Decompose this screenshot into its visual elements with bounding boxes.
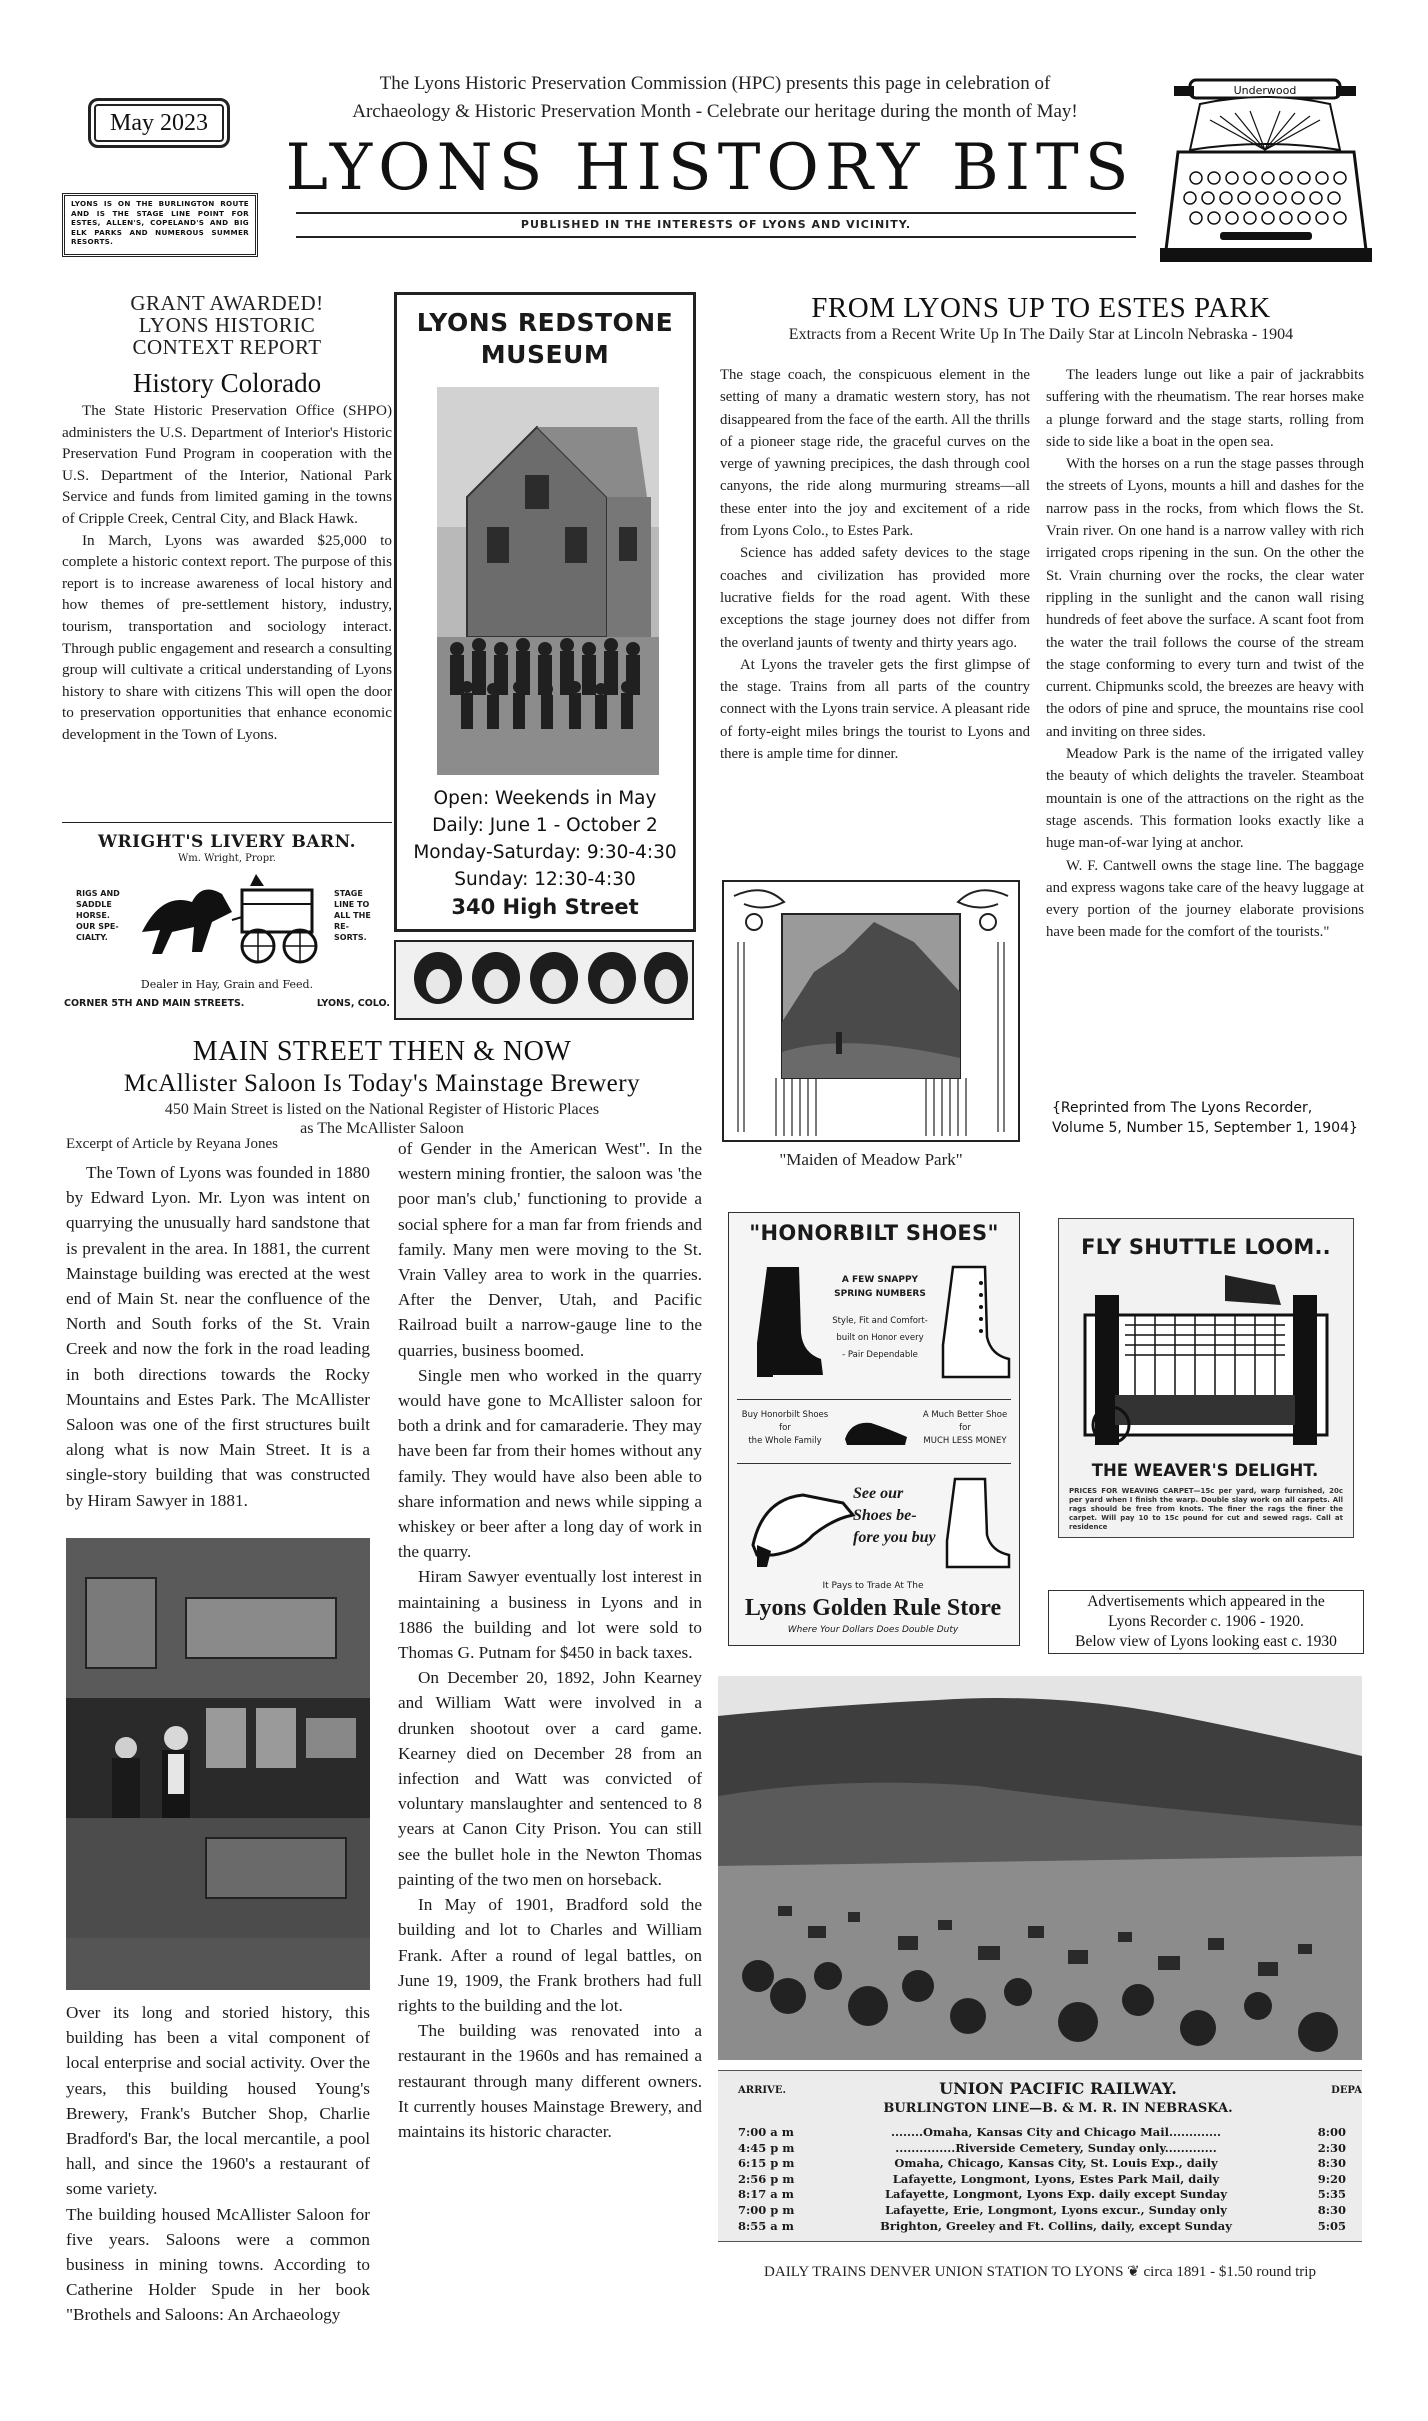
main-street-paragraph: In May of 1901, Bradford sold the building and lot to Charles and William Frank. After a round of legal battles, on June 19, 1909, the Frank brothers had full rights to the building and the lot.	[398, 1895, 702, 2015]
main-street-paragraph: The Town of Lyons was founded in 1880 by Edward Lyon. Mr. Lyon was intent on quarrying the unusually hard sandstone that is prevalent in the area. In 1881, the current Mainstage building was erected at the west end of Main St. near the confluence of the North and South forks of the St. Vrain Creek and now the fork in the road leading in both directions towards the Rocky Mountains and Estes Park. The McAllister Saloon was one of the first structures built along what is now Main Street. It is a single-story building that was constructed by Hiram Sawyer in 1881.	[66, 1163, 370, 1510]
railway-arrive-time: 7:00 p m	[738, 2202, 795, 2217]
main-street-paragraph: Hiram Sawyer eventually lost interest in maintaining a business in Lyons and in 1886 the building and lot were sold to Thomas G. Putnam for $450 in back taxes.	[398, 1567, 702, 1663]
masthead-rule-bottom	[296, 236, 1136, 238]
ad-caption-line: Lyons Recorder c. 1906 - 1920.	[1108, 1613, 1304, 1630]
railway-depart-time: 8:00	[1317, 2125, 1346, 2139]
railway-route: Lafayette, Erie, Longmont, Lyons excur., Sunday only	[885, 2202, 1227, 2217]
grant-heading	[62, 292, 392, 358]
shoes-snappy	[825, 1273, 935, 1301]
estes-column-2	[1046, 364, 1364, 944]
shoes-better	[915, 1409, 1015, 1448]
grant-heading-line: LYONS HISTORIC	[138, 313, 316, 337]
railway-route: ...............Riverside Cemetery, Sunday only.............	[895, 2140, 1217, 2155]
railway-route: ........Omaha, Kansas City and Chicago Mail.............	[890, 2125, 1222, 2139]
shoe-button-icon	[941, 1475, 1013, 1571]
grant-article	[62, 400, 392, 746]
railway-row	[738, 2187, 1358, 2203]
estes-paragraph: W. F. Cantwell owns the stage line. The baggage and express wagons take care of the heavy luggage at every portion of the journey elaborate provisions have been made for the comfort of the tourists."	[1046, 857, 1364, 941]
shoes-buy	[737, 1409, 833, 1448]
masthead-intro	[300, 70, 1130, 126]
shoes-style-line: Style, Fit and Comfort-	[832, 1316, 928, 1326]
railway-row	[738, 2172, 1358, 2188]
grant-paragraph: The State Historic Preservation Office (SHPO) administers the U.S. Department of Interior's Historic Preservation Fund Program in cooperation with the U.S. Department of the Interior, National Park Service and funds from limited gaming in the towns of Cripple Creek, Central City, and Black Hawk.	[62, 402, 392, 527]
museum-title-line2: MUSEUM	[480, 340, 610, 369]
estes-title: FROM LYONS UP TO ESTES PARK	[811, 292, 1271, 324]
railway-depart-time: 5:05	[1317, 2218, 1346, 2233]
railway-depart-time: 8:30	[1317, 2156, 1346, 2171]
shoes-buy-line: Buy Honorbilt Shoes	[741, 1410, 829, 1420]
lyons-view-photo	[718, 1676, 1362, 2060]
railway-row	[738, 2219, 1358, 2235]
main-street-paragraph: The building housed McAllister Saloon for five years. Saloons were a common business in mining towns. According to Catherine Holder Spude in her book "Brothels and Saloons: An Archaeology	[66, 2204, 370, 2325]
livery-right-text: STAGE LINE TO ALL THE RE- SORTS.	[334, 889, 371, 942]
grant-heading-line: CONTEXT REPORT	[132, 335, 322, 359]
maiden-frame-ornament	[724, 882, 1018, 1140]
ad-caption-box	[1048, 1590, 1364, 1654]
livery-ad	[62, 832, 392, 1018]
shoes-divider	[737, 1399, 1011, 1400]
shoes-snappy-line: SPRING NUMBERS	[834, 1289, 926, 1299]
museum-address: 340 High Street	[451, 895, 639, 919]
main-street-subtitle: McAllister Saloon Is Today's Mainstage Brewery	[123, 1070, 641, 1097]
grant-paragraph: In March, Lyons was awarded $25,000 to complete a historic context report. The purpose of this report is to increase awareness of local history and how themes of pre-settlement history, industry, tourism, transportation and sociology interact. Through public engagement and research a consulting group will cultivate a critical understanding of Lyons history to share with citizens This will open the door to preservation opportunities that enhance economic development in the Town of Lyons.	[62, 531, 392, 743]
saloon-interior-photo	[66, 1538, 370, 1990]
shoes-title: "HONORBILT SHOES"	[749, 1221, 999, 1245]
stagecoach-illustration	[132, 872, 328, 968]
main-street-register	[62, 1100, 702, 1138]
main-street-column-1-top	[66, 1160, 370, 1513]
shoes-better-line: for	[959, 1423, 971, 1433]
museum-title-line1: LYONS REDSTONE	[416, 308, 674, 337]
estes-reprint-note	[1052, 1098, 1364, 1138]
shoes-better-line: A Much Better Shoe	[922, 1410, 1008, 1420]
shoes-store: Lyons Golden Rule Store	[744, 1595, 1002, 1621]
shoes-pays: It Pays to Trade At The	[822, 1581, 924, 1591]
livery-title: WRIGHT'S LIVERY BARN.	[97, 832, 357, 852]
shoes-buy-line: for	[779, 1423, 791, 1433]
grant-subheading: History Colorado	[132, 368, 322, 398]
grant-heading-line: GRANT AWARDED!	[130, 291, 324, 315]
shoes-divider	[737, 1463, 1011, 1464]
railway-row	[738, 2125, 1358, 2141]
date-badge	[88, 98, 230, 148]
railway-timetable	[718, 2070, 1362, 2242]
masthead-subtitle: PUBLISHED IN THE INTERESTS OF LYONS AND VICINITY.	[520, 218, 912, 231]
livery-left-text: RIGS AND SADDLE HORSE. OUR SPE- CIALTY.	[76, 889, 120, 942]
shoes-see-line: fore you buy	[853, 1529, 936, 1546]
portrait-strip-illustration	[394, 940, 694, 1020]
railway-route: Omaha, Chicago, Kansas City, St. Louis Exp., daily	[894, 2156, 1218, 2171]
grant-underline	[62, 822, 392, 823]
main-street-register-line: 450 Main Street is listed on the National Register of Historic Places	[164, 1101, 600, 1118]
loom-delight: THE WEAVER'S DELIGHT.	[1091, 1461, 1319, 1480]
masthead-intro-line2: Archaeology & Historic Preservation Month - Celebrate our heritage during the month of May!	[352, 101, 1078, 122]
railway-arrive-time: 4:45 p m	[738, 2140, 795, 2155]
railway-arrive-time: 2:56 p m	[738, 2171, 795, 2186]
masthead-intro-line1: The Lyons Historic Preservation Commission (HPC) presents this page in celebration of	[379, 73, 1051, 94]
clipping-box	[62, 193, 258, 257]
railway-arrive-time: 7:00 a m	[738, 2125, 794, 2139]
museum-hours-line: Monday-Saturday: 9:30-4:30	[413, 842, 677, 863]
estes-paragraph: Meadow Park is the name of the irrigated valley the beauty of which delights the traveler. Steamboat mountain is one of the attractions on the right as the stage ascends. This formation looks exactly like a huge man-of-war lying at anchor.	[1046, 746, 1364, 852]
main-street-column-1-bottom	[66, 2000, 370, 2328]
museum-box	[394, 292, 696, 932]
boot-left-icon	[747, 1263, 827, 1381]
masthead-rule	[296, 212, 1136, 214]
railway-depart-time: 9:20	[1317, 2171, 1346, 2186]
maiden-frame	[722, 880, 1020, 1142]
estes-paragraph: Science has added safety devices to the stage coaches and civilization has provided more lucrative fields for the road agent. With these exceptions the stage journey does not differ from the overland jaunts of twenty and thirty years ago.	[720, 545, 1030, 651]
loom-title: FLY SHUTTLE LOOM..	[1081, 1235, 1331, 1259]
railway-depart-time: 2:30	[1317, 2140, 1346, 2155]
museum-hours-line: Sunday: 12:30-4:30	[454, 869, 636, 890]
maiden-caption: "Maiden of Meadow Park"	[779, 1150, 963, 1169]
main-street-paragraph: The building was renovated into a restaurant in the 1960s and has remained a restaurant through many different owners. It currently houses Mainstage Brewery, and maintains its historic character.	[398, 2021, 702, 2141]
railway-arrive-time: 6:15 p m	[738, 2156, 795, 2171]
boot-right-icon	[937, 1263, 1013, 1383]
railway-rows	[738, 2125, 1358, 2234]
shoes-ad	[728, 1212, 1020, 1646]
livery-city: LYONS, COLO.	[316, 998, 390, 1009]
shoes-better-line: MUCH LESS MONEY	[923, 1436, 1007, 1446]
livery-proprietor: Wm. Wright, Propr.	[178, 853, 276, 864]
estes-subtitle: Extracts from a Recent Write Up In The Daily Star at Lincoln Nebraska - 1904	[788, 326, 1294, 343]
railway-row	[738, 2141, 1358, 2157]
shoes-buy-line: the Whole Family	[748, 1436, 822, 1446]
shoes-snappy-line: A FEW SNAPPY	[841, 1275, 919, 1285]
main-street-paragraph: Single men who worked in the quarry would have gone to McAllister saloon for both a drink and for camaraderie. They may have been far from their homes without any family. They would have also been able to share information and news while sipping a whiskey or beer after a long day of work in the quarry.	[398, 1365, 702, 1562]
estes-column-1	[720, 364, 1030, 765]
loom-ad	[1058, 1218, 1354, 1538]
railway-depart: DEPA	[1331, 2085, 1362, 2096]
main-street-paragraph: of Gender in the American West". In the western mining frontier, the saloon was 'the poor man's club,' functioning to provide a social sphere for a man far from friends and family. Many men were moving to the St. Vrain Valley area to work in the quarries. After the Denver, Utah, and Pacific Railroad built a narrow-gauge line to the quarries, business boomed.	[398, 1139, 702, 1360]
livery-dealer: Dealer in Hay, Grain and Feed.	[140, 978, 314, 991]
museum-hours-line: Open: Weekends in May	[433, 788, 657, 809]
shoes-style-line: built on Honor every	[836, 1333, 924, 1343]
livery-corner: CORNER 5TH AND MAIN STREETS.	[64, 998, 245, 1009]
shoes-see-line: See our	[853, 1485, 904, 1502]
museum-hours-line: Daily: June 1 - October 2	[432, 815, 658, 836]
loom-fine-print: PRICES FOR WEAVING CARPET—15c per yard, warp furnished, 20c per yard when I finish the warp. Double slay work on all carpets. All rags should be free from knots. The finer the rags the finer the carpet. Will pay 10 to 15c pound for cut and sewed rags. Call at residence	[1069, 1487, 1343, 1531]
shoes-style	[821, 1313, 939, 1364]
main-street-column-2	[398, 1136, 702, 2144]
railway-depart-time: 5:35	[1317, 2187, 1346, 2202]
typewriter-illustration	[1160, 60, 1372, 270]
ad-caption-line: Below view of Lyons looking east c. 1930	[1075, 1633, 1337, 1650]
shoe-low-icon	[841, 1415, 911, 1449]
estes-paragraph: At Lyons the traveler gets the first glimpse of the stage. Trains from all parts of the country connect with the Lyons train service. A pleasant ride of forty-eight miles brings the tourist to Lyons and there is ample time for dinner.	[720, 656, 1030, 763]
railway-caption: DAILY TRAINS DENVER UNION STATION TO LYONS ❦ circa 1891 - $1.50 round trip	[764, 2264, 1316, 2280]
svg-text:Underwood: Underwood	[1233, 84, 1297, 97]
shoes-see	[853, 1483, 943, 1549]
railway-subtitle: BURLINGTON LINE—B. & M. R. IN NEBRASKA.	[883, 2101, 1233, 2116]
shoes-see-line: Shoes be-	[853, 1507, 917, 1524]
estes-reprint-line: Volume 5, Number 15, September 1, 1904}	[1052, 1120, 1358, 1136]
railway-arrive: ARRIVE.	[738, 2085, 786, 2096]
date-badge-text: May 2023	[110, 110, 208, 136]
masthead-title: LYONS HISTORY BITS	[285, 131, 1135, 205]
main-street-byline: Excerpt of Article by Reyana Jones	[66, 1136, 279, 1152]
railway-depart-time: 8:30	[1317, 2202, 1346, 2217]
main-street-register-line: as The McAllister Saloon	[300, 1120, 464, 1137]
shoe-heel-icon	[743, 1475, 863, 1569]
railway-route: Lafayette, Longmont, Lyons, Estes Park Mail, daily	[892, 2171, 1220, 2186]
estes-reprint-line: {Reprinted from The Lyons Recorder,	[1052, 1100, 1313, 1116]
clipping-text: LYONS IS ON THE BURLINGTON ROUTE AND IS THE STAGE LINE POINT FOR ESTES, ALLEN'S, COPELAND'S AND BIG ELK PARKS AND NUMEROUS SUMMER RESORTS.	[71, 199, 249, 246]
loom-illustration	[1075, 1275, 1337, 1457]
shoes-tagline: Where Your Dollars Does Double Duty	[787, 1625, 959, 1635]
railway-arrive-time: 8:55 a m	[738, 2218, 794, 2233]
estes-paragraph: The stage coach, the conspicuous element in the setting of many a dramatic western story, has not disappeared from the face of the earth. All the thrills of a pioneer stage ride, the graceful curves on the verge of yawning precipices, the dash through cool canyons, the ride along murmuring streams—all these enter into the joy and excitement of a ride from Lyons Colo., to Estes Park.	[720, 367, 1030, 540]
main-street-paragraph: Over its long and storied history, this building has been a vital component of local enterprise and social activity. Over the years, this building housed Young's Brewery, Frank's Butcher Shop, Charlie Bradford's Bar, the local mercantile, a pool hall, and since the 1960's a restaurant of some variety.	[66, 2003, 370, 2199]
railway-row	[738, 2203, 1358, 2219]
ad-caption-line: Advertisements which appeared in the	[1087, 1593, 1325, 1610]
railway-route: Brighton, Greeley and Ft. Collins, daily, except Sunday	[880, 2218, 1232, 2233]
railway-row	[738, 2156, 1358, 2172]
museum-hours	[397, 785, 693, 893]
museum-photo	[437, 387, 659, 775]
railway-title: UNION PACIFIC RAILWAY.	[939, 2079, 1177, 2098]
railway-route: Lafayette, Longmont, Lyons Exp. daily except Sunday	[884, 2187, 1228, 2202]
estes-paragraph: With the horses on a run the stage passes through the streets of Lyons, mounts a hill and dashes for the narrow pass in the rocks, from which flows the St. Vrain river. On one hand is a narrow valley with rich irrigated crops ripening in the sun. On the other the St. Vrain churning over the rocks, the clear water rippling in the sunlight and the canon wall rising hundreds of feet above the surface. A scant foot from the water the trail follows the course of the stream the stage conforming to every turn and twist of the current. Chipmunks scold, the breezes are heavy with the odors of pine and spruce, the mountains rise cool and inviting on three sides.	[1046, 456, 1364, 740]
railway-arrive-time: 8:17 a m	[738, 2187, 794, 2202]
main-street-paragraph: On December 20, 1892, John Kearney and William Watt were involved in a drunken shootout over a card game. Kearney died on December 28 from an infection and Watt was convicted of voluntary manslaughter and sentenced to 8 years at Canon City Prison. You can still see the bullet hole in the Newton Thomas painting of the two men on horseback.	[398, 1668, 702, 1889]
estes-paragraph: The leaders lunge out like a pair of jackrabbits suffering with the rheumatism. The rear horses make a plunge forward and the stage starts, rolling from side to side like a boat in the open sea.	[1046, 367, 1364, 450]
museum-title	[397, 307, 693, 371]
shoes-style-line: - Pair Dependable	[842, 1350, 918, 1360]
main-street-title: MAIN STREET THEN & NOW	[192, 1036, 572, 1067]
